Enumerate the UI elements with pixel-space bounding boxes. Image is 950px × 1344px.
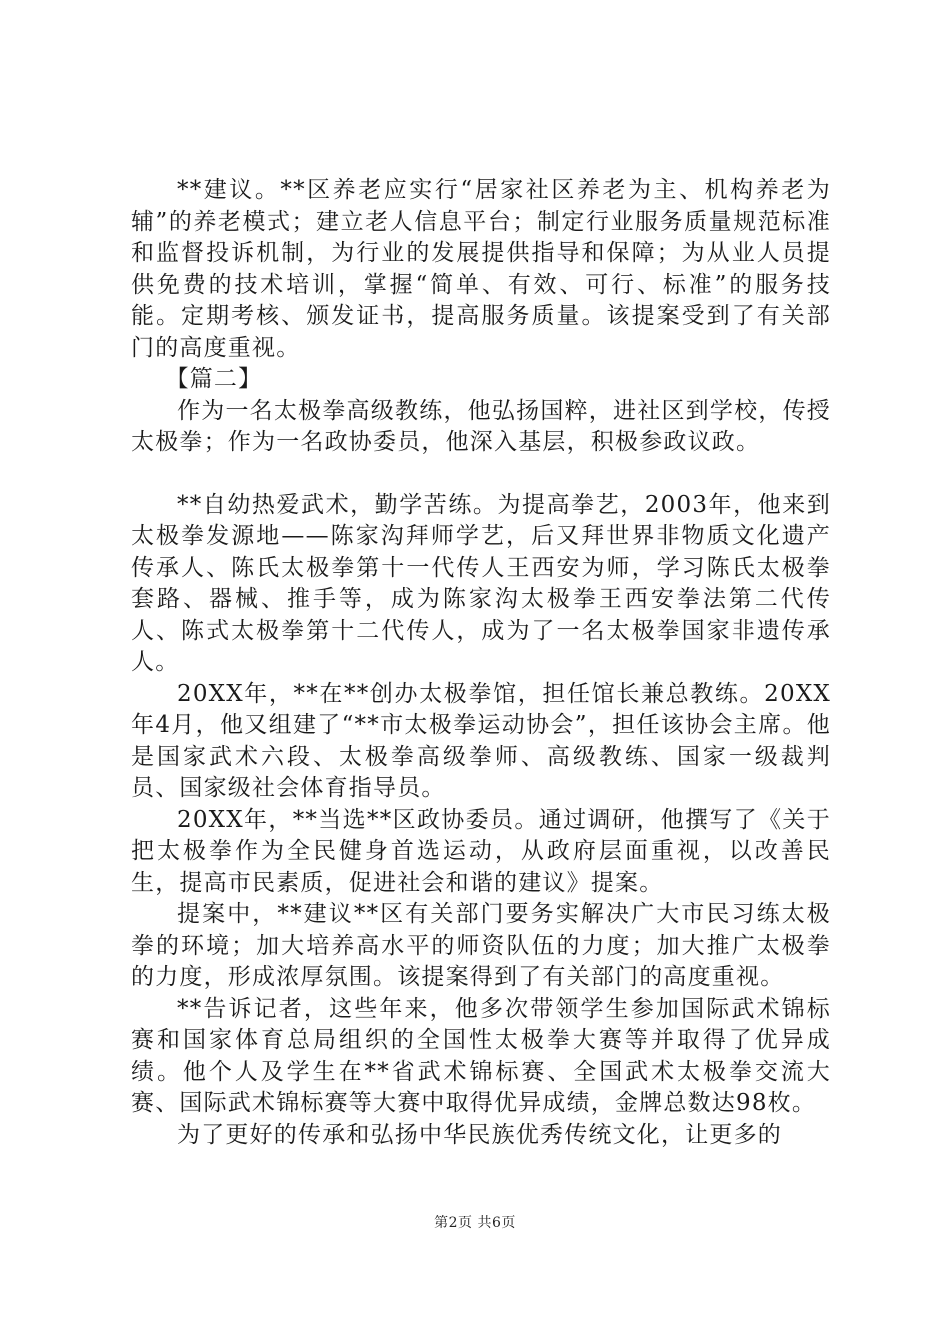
paragraph-continuation: 为了更好的传承和弘扬中华民族优秀传统文化，让更多的 [177, 1121, 782, 1148]
page-number-footer: 第2页 共6页 [434, 1215, 516, 1231]
paragraph-achievements: **告诉记者，这些年来，他多次带领学生参加国际武术锦标赛和国家体育总局组织的全国性太极拳大赛等并取得了优异成绩。他个人及学生在**省武术锦标赛、全国武术太极拳交流大赛、国际武术锦标赛等大赛中取得优异成绩，金牌总数达98枚。 [131, 995, 831, 1116]
paragraph-committee: 20XX年，**当选**区政协委员。通过调研，他撰写了《关于把太极拳作为全民健身首选运动，从政府层面重视，以改善民生，提高市民素质，促进社会和谐的建议》提案。 [131, 806, 831, 896]
section-heading: 【篇二】 [165, 366, 263, 392]
document-body [131, 175, 831, 1151]
paragraph-background: **自幼热爱武术，勤学苦练。为提高拳艺，2003年，他来到太极拳发源地——陈家沟拜师学艺，后又拜世界非物质文化遗产传承人、陈氏太极拳第十一代传人王西安为师，学习陈氏太极拳套路、器械、推手等，成为陈家沟太极拳王西安拳法第二代传人、陈式太极拳第十二代传人，成为了一名太极拳国家非遗传承人。 [131, 491, 831, 675]
blank-line [131, 459, 831, 490]
paragraph-elderly-care-suggestion: **建议。**区养老应实行“居家社区养老为主、机构养老为辅”的养老模式；建立老人信息平台；制定行业服务质量规范标准和监督投诉机制，为行业的发展提供指导和保障；为从业人员提供免费的技术培训，掌握“简单、有效、可行、标准”的服务技能。定期考核、颁发证书，提高服务质量。该提案受到了有关部门的高度重视。 [131, 177, 831, 361]
paragraph-intro: 作为一名太极拳高级教练，他弘扬国粹，进社区到学校，传授太极拳；作为一名政协委员，他深入基层，积极参政议政。 [131, 397, 831, 455]
paragraph-proposal: 提案中，**建议**区有关部门要务实解决广大市民习练太极拳的环境；加大培养高水平的师资队伍的力度；加大推广太极拳的力度，形成浓厚氛围。该提案得到了有关部门的高度重视。 [131, 901, 831, 990]
paragraph-association: 20XX年，**在**创办太极拳馆，担任馆长兼总教练。20XX年4月，他又组建了“**市太极拳运动协会”，担任该协会主席。他是国家武术六段、太极拳高级拳师、高级教练、国家一级裁判员、国家级社会体育指导员。 [131, 680, 831, 801]
